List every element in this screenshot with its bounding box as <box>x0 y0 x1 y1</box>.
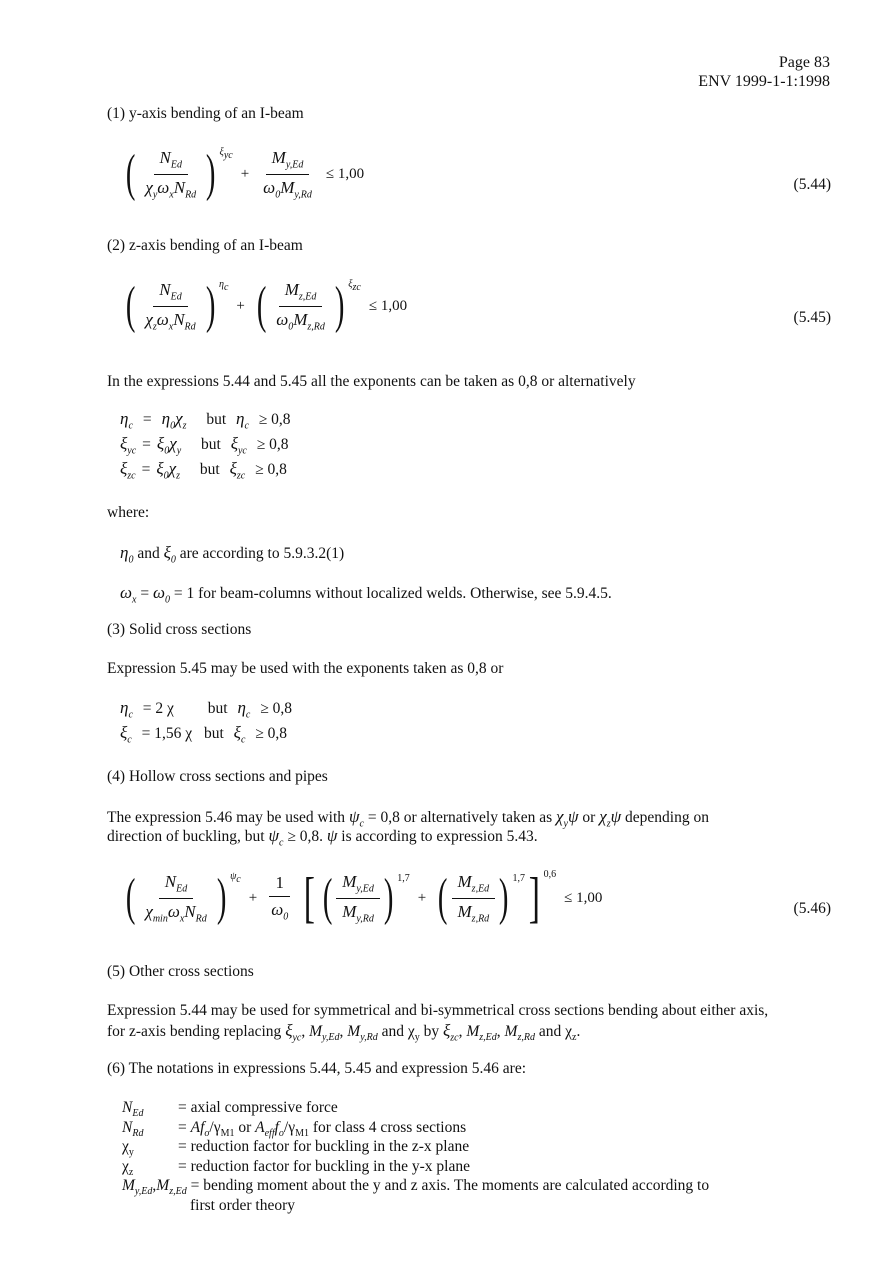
but-text: but <box>201 436 221 453</box>
equation-label-5-45: (5.45) <box>793 309 831 326</box>
rhs: = 2 χ <box>142 700 174 717</box>
standard-id: ENV 1999-1-1:1998 <box>698 73 830 90</box>
equation-5-44: ( $\frac{N_{Ed}}{\chi_y\omega_xN_{Rd}}$ ) $^{\xi_{yc}}$ + $\frac{M_{y,Ed}}{\omega_0M_{y,Rd}}$ ≤ 1,00 <box>125 145 365 202</box>
section-6-title: (6) The notations in expressions 5.44, 5.45 and expression 5.46 are: <box>107 1060 526 1077</box>
notation-text: = axial compressive force <box>178 1099 338 1116</box>
section-1-title: (1) y-axis bending of an I-beam <box>107 105 304 122</box>
but-text: but <box>206 411 227 428</box>
exponents-intro: In the expressions 5.44 and 5.45 all the exponents can be taken as 0,8 or alternatively <box>107 373 636 390</box>
notation-ned: $N_{Ed}$ = axial compressive force <box>122 1099 338 1120</box>
leq-value: ≤ 1,00 <box>564 889 603 906</box>
section-4-text-line1: The expression 5.46 may be used with $\psi_c = 0,8$ or alternatively taken as $\chi_y\psi$ or $\chi_z\psi$ depending on <box>107 807 709 830</box>
equation-5-46: ( $\frac{N_{Ed}}{\chi_{min}\omega_xN_{Rd}}$ ) $^{\psi_c}$ + $\frac{1}{\omega_0}$ [ ( $\frac{M_{y,Ed}}{M_{y,Rd}}$ ) $^{1,7}$ + ( $\frac{M_{z,Ed}}{M_{z,Rd}}$ ) $^{1,7}$ ] $^{0,6}$ ≤ 1,00 <box>125 867 603 929</box>
notation-nrd: $N_{Rd}$ = $Af_o/\gamma_{M1}$ or $A_{eff}f_o/\gamma_{M1}$ for class 4 cross sections <box>122 1118 467 1139</box>
condition: ≥ 0,8 <box>258 411 291 428</box>
text: for z-axis bending replacing <box>107 1023 282 1040</box>
eta-xi-reference: $\eta_0$ and $\xi_0$ are according to 5.9.3.2(1) <box>120 543 345 566</box>
notation-chi-z: $\chi_z$ = reduction factor for buckling in the y-x plane <box>122 1157 470 1178</box>
condition: ≥ 0,8 <box>255 461 287 478</box>
notation-text: for class 4 cross sections <box>312 1118 467 1136</box>
condition: ≥ 0,8 <box>260 700 292 717</box>
equation-label-5-44: (5.44) <box>793 176 831 193</box>
section-4-title: (4) Hollow cross sections and pipes <box>107 768 328 785</box>
section-2-title: (2) z-axis bending of an I-beam <box>107 237 303 254</box>
notation-text: = reduction factor for buckling in the z-x plane <box>178 1138 470 1155</box>
section-3-title: (3) Solid cross sections <box>107 621 252 638</box>
reference-text: are according to 5.9.3.2(1) <box>179 545 345 562</box>
plus-sign: + <box>236 297 245 314</box>
section-3-text: Expression 5.45 may be used with the exponents taken as 0,8 or <box>107 660 504 677</box>
solid-row-eta: $\eta_c = 2$ χ but $\eta_c \ge 0,8$ <box>120 698 292 721</box>
solid-row-xi: $\xi_c = 1,56$ χ but $\xi_c \ge 0,8$ <box>120 723 288 746</box>
text: or <box>582 809 596 826</box>
page-number: Page 83 <box>778 54 830 71</box>
text: The expression 5.46 may be used with <box>107 809 346 826</box>
exponent-row-eta: $\eta_c = \eta_0\chi_z$ but $\eta_c \ge 0,8$ <box>120 409 291 432</box>
notation-list <box>122 1099 709 1216</box>
plus-sign: + <box>248 889 258 906</box>
section-5-title: (5) Other cross sections <box>107 963 254 980</box>
text: depending on <box>625 809 709 826</box>
where-label: where: <box>107 504 150 521</box>
exponent-row-xi-zc: $\xi_{zc} = \xi_0\chi_z$ but $\xi_{zc} \ge 0,8$ <box>120 459 287 482</box>
leq-value: ≤ 1,00 <box>368 297 408 314</box>
notation-chi-y: $\chi_y$ = reduction factor for buckling in the z-x plane <box>122 1138 470 1159</box>
condition: ≥ 0,8 <box>255 725 288 742</box>
equation-label-5-46: (5.46) <box>793 900 831 917</box>
one: 1 <box>269 873 290 897</box>
plus-sign: + <box>240 165 250 182</box>
exponent: 1,7 <box>512 872 525 884</box>
leq-value: ≤ 1,00 <box>325 165 365 182</box>
omega-definition: $\omega_x = \omega_0 = 1$ for beam-columns without localized welds. Otherwise, see 5.9.4.5. <box>120 583 612 606</box>
but-text: but <box>199 461 220 478</box>
text: = 0,8 or alternatively taken as <box>367 809 553 826</box>
text: and <box>538 1023 562 1040</box>
equation-5-45: ( $\frac{N_{Ed}}{\chi_z\omega_xN_{Rd}}$ ) $^{\eta_c}$ + ( $\frac{M_{z,Ed}}{\omega_0M_{z,Rd}}$ ) $^{\xi_{zc}}$ ≤ 1,00 <box>125 277 408 334</box>
plus-sign: + <box>417 889 427 906</box>
notation-text: = reduction factor for buckling in the y-x plane <box>178 1157 470 1175</box>
text: direction of buckling, but <box>107 828 265 845</box>
exponent: 0,6 <box>543 868 557 880</box>
notation-text: = bending moment about the y and z axis. The moments are calculated according to <box>190 1177 710 1194</box>
section-5-text-line2: for z-axis bending replacing $\xi_{yc}$, $M_{y,Ed}$, $M_{y,Rd}$ and $\chi_y$ by $\xi_{zc}$, $M_{z,Ed}$, $M_{z,Rd}$ and $\chi_z$. <box>107 1021 581 1044</box>
section-5-text-line1: Expression 5.44 may be used for symmetrical and bi-symmetrical cross sections bending about either axis, <box>107 1002 769 1019</box>
rhs: = 1,56 χ <box>141 725 193 742</box>
text: is according to expression 5.43. <box>341 828 538 845</box>
condition: ≥ 0,8 <box>256 436 289 453</box>
and-text: and <box>137 545 160 562</box>
exponent: 1,7 <box>397 872 410 884</box>
notation-moments-cont <box>122 1197 709 1217</box>
but-text: but <box>203 725 224 742</box>
but-text: but <box>207 700 228 717</box>
notation-moments: $M_{y,Ed}$ , $M_{z,Ed}$ = bending moment about the y and z axis. The moments are calculated according to <box>122 1177 710 1198</box>
exponent-row-xi-yc: $\xi_{yc} = \xi_0\chi_y$ but $\xi_{yc} \ge 0,8$ <box>120 434 289 457</box>
omega-text: = 1 for beam-columns without localized welds. Otherwise, see 5.9.4.5. <box>173 585 612 602</box>
text: by <box>423 1023 440 1040</box>
text: ≥ 0,8. <box>287 828 323 845</box>
notation-text: first order theory <box>190 1196 296 1214</box>
text: and <box>381 1023 404 1040</box>
section-4-text-line2: direction of buckling, but $\psi_c \ge 0,8$. ψ is according to expression 5.43. <box>107 826 538 849</box>
